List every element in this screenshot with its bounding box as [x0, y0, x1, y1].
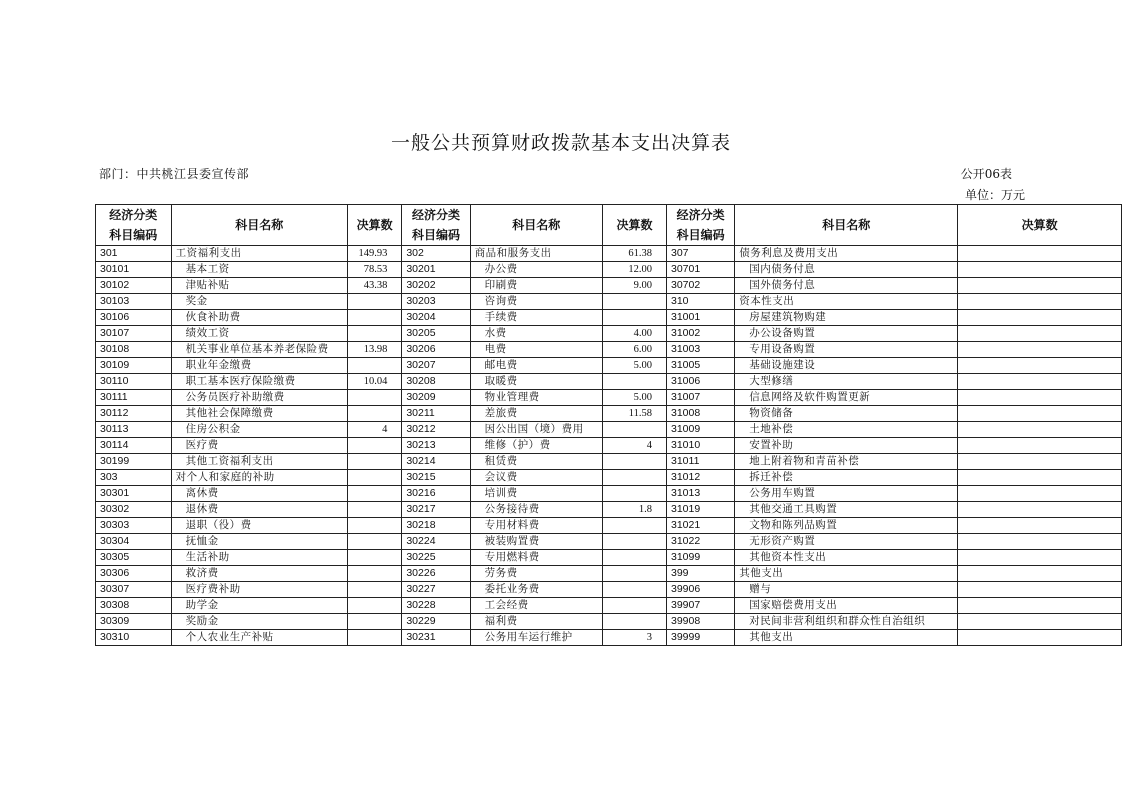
cell-name: 资本性支出	[735, 294, 958, 310]
cell-name: 水费	[470, 326, 602, 342]
cell-name: 专用设备购置	[735, 342, 958, 358]
cell-amount	[347, 438, 401, 454]
cell-amount: 1.8	[602, 502, 666, 518]
cell-name: 医疗费	[171, 438, 347, 454]
cell-name: 对民间非营利组织和群众性自治组织	[735, 614, 958, 630]
cell-name: 咨询费	[470, 294, 602, 310]
cell-amount	[602, 422, 666, 438]
cell-name: 住房公积金	[171, 422, 347, 438]
table-row	[96, 550, 1122, 566]
cell-name: 国家赔偿费用支出	[735, 598, 958, 614]
header-name-1: 科目名称	[171, 205, 347, 246]
cell-code: 30305	[96, 550, 172, 566]
cell-code: 30208	[402, 374, 470, 390]
cell-amount: 61.38	[602, 246, 666, 262]
cell-amount	[958, 422, 1122, 438]
cell-name: 电费	[470, 342, 602, 358]
cell-code: 30702	[667, 278, 735, 294]
cell-name: 退休费	[171, 502, 347, 518]
cell-name: 医疗费补助	[171, 582, 347, 598]
cell-name: 公务接待费	[470, 502, 602, 518]
cell-name: 差旅费	[470, 406, 602, 422]
cell-code: 301	[96, 246, 172, 262]
cell-amount	[347, 326, 401, 342]
cell-name: 办公费	[470, 262, 602, 278]
cell-amount: 3	[602, 630, 666, 646]
cell-name: 工会经费	[470, 598, 602, 614]
cell-name: 专用燃料费	[470, 550, 602, 566]
cell-amount	[958, 470, 1122, 486]
cell-amount	[602, 566, 666, 582]
cell-name: 物业管理费	[470, 390, 602, 406]
header-amount-3: 决算数	[958, 205, 1122, 246]
table-row	[96, 390, 1122, 406]
cell-code: 31019	[667, 502, 735, 518]
cell-name: 其他资本性支出	[735, 550, 958, 566]
cell-code: 30309	[96, 614, 172, 630]
cell-code: 30227	[402, 582, 470, 598]
cell-name: 救济费	[171, 566, 347, 582]
cell-code: 30214	[402, 454, 470, 470]
cell-code: 30215	[402, 470, 470, 486]
cell-code: 30204	[402, 310, 470, 326]
cell-amount	[347, 598, 401, 614]
cell-name: 基础设施建设	[735, 358, 958, 374]
cell-amount	[958, 502, 1122, 518]
cell-amount	[958, 566, 1122, 582]
cell-code: 31010	[667, 438, 735, 454]
table-row	[96, 486, 1122, 502]
cell-name: 赠与	[735, 582, 958, 598]
cell-code: 303	[96, 470, 172, 486]
cell-amount	[347, 294, 401, 310]
cell-name: 维修（护）费	[470, 438, 602, 454]
cell-amount	[602, 534, 666, 550]
cell-name: 退职（役）费	[171, 518, 347, 534]
cell-name: 奖金	[171, 294, 347, 310]
table-row	[96, 326, 1122, 342]
unit-label: 单位：万元	[964, 188, 1025, 202]
cell-code: 307	[667, 246, 735, 262]
cell-name: 文物和陈列品购置	[735, 518, 958, 534]
cell-code: 30224	[402, 534, 470, 550]
cell-code: 30231	[402, 630, 470, 646]
cell-code: 30302	[96, 502, 172, 518]
cell-amount	[602, 550, 666, 566]
cell-code: 30228	[402, 598, 470, 614]
table-row	[96, 278, 1122, 294]
cell-code: 30206	[402, 342, 470, 358]
cell-name: 房屋建筑物购建	[735, 310, 958, 326]
cell-amount: 4	[602, 438, 666, 454]
cell-code: 31005	[667, 358, 735, 374]
cell-code: 31006	[667, 374, 735, 390]
table-row	[96, 374, 1122, 390]
cell-name: 伙食补助费	[171, 310, 347, 326]
cell-amount: 5.00	[602, 390, 666, 406]
header-name-2: 科目名称	[470, 205, 602, 246]
cell-amount	[347, 582, 401, 598]
cell-amount	[602, 310, 666, 326]
cell-name: 其他社会保障缴费	[171, 406, 347, 422]
cell-name: 公务用车购置	[735, 486, 958, 502]
cell-code: 30213	[402, 438, 470, 454]
cell-amount	[958, 518, 1122, 534]
cell-amount	[347, 470, 401, 486]
cell-code: 30102	[96, 278, 172, 294]
cell-code: 30199	[96, 454, 172, 470]
cell-code: 30225	[402, 550, 470, 566]
cell-code: 31003	[667, 342, 735, 358]
cell-name: 因公出国（境）费用	[470, 422, 602, 438]
cell-amount	[347, 550, 401, 566]
header-code-3: 经济分类 科目编码	[667, 205, 735, 246]
cell-code: 30212	[402, 422, 470, 438]
cell-name: 其他支出	[735, 630, 958, 646]
cell-code: 31099	[667, 550, 735, 566]
cell-amount	[347, 518, 401, 534]
cell-amount: 6.00	[602, 342, 666, 358]
cell-code: 31009	[667, 422, 735, 438]
cell-code: 310	[667, 294, 735, 310]
cell-amount	[958, 390, 1122, 406]
table-row	[96, 614, 1122, 630]
cell-name: 个人农业生产补贴	[171, 630, 347, 646]
header-amount-1: 决算数	[347, 205, 401, 246]
cell-name: 基本工资	[171, 262, 347, 278]
cell-code: 30106	[96, 310, 172, 326]
cell-amount	[958, 614, 1122, 630]
cell-name: 办公设备购置	[735, 326, 958, 342]
cell-amount: 13.98	[347, 342, 401, 358]
cell-code: 30202	[402, 278, 470, 294]
table-row	[96, 246, 1122, 262]
cell-name: 生活补助	[171, 550, 347, 566]
cell-code: 39906	[667, 582, 735, 598]
cell-code: 30226	[402, 566, 470, 582]
table-row	[96, 518, 1122, 534]
cell-amount	[958, 438, 1122, 454]
cell-code: 30308	[96, 598, 172, 614]
cell-amount	[958, 582, 1122, 598]
cell-code: 31008	[667, 406, 735, 422]
form-number: 公开06表	[960, 167, 1012, 181]
cell-name: 国内债务付息	[735, 262, 958, 278]
cell-name: 安置补助	[735, 438, 958, 454]
cell-amount	[347, 358, 401, 374]
cell-name: 邮电费	[470, 358, 602, 374]
cell-name: 绩效工资	[171, 326, 347, 342]
cell-code: 30108	[96, 342, 172, 358]
cell-name: 劳务费	[470, 566, 602, 582]
cell-name: 津贴补贴	[171, 278, 347, 294]
table-row	[96, 534, 1122, 550]
cell-code: 31013	[667, 486, 735, 502]
cell-amount: 43.38	[347, 278, 401, 294]
cell-amount	[347, 310, 401, 326]
cell-amount: 78.53	[347, 262, 401, 278]
cell-amount: 4	[347, 422, 401, 438]
cell-amount	[958, 550, 1122, 566]
cell-code: 30209	[402, 390, 470, 406]
cell-amount	[958, 278, 1122, 294]
cell-amount	[958, 294, 1122, 310]
cell-name: 公务用车运行维护	[470, 630, 602, 646]
cell-code: 39908	[667, 614, 735, 630]
cell-code: 302	[402, 246, 470, 262]
cell-code: 30218	[402, 518, 470, 534]
cell-code: 31022	[667, 534, 735, 550]
cell-name: 机关事业单位基本养老保险费	[171, 342, 347, 358]
cell-name: 债务利息及费用支出	[735, 246, 958, 262]
cell-amount	[958, 246, 1122, 262]
cell-amount	[958, 262, 1122, 278]
cell-amount	[958, 406, 1122, 422]
cell-amount: 10.04	[347, 374, 401, 390]
cell-amount	[958, 310, 1122, 326]
cell-amount: 11.58	[602, 406, 666, 422]
cell-amount	[958, 374, 1122, 390]
table-row	[96, 406, 1122, 422]
cell-code: 30111	[96, 390, 172, 406]
cell-name: 手续费	[470, 310, 602, 326]
cell-amount	[347, 614, 401, 630]
cell-amount	[602, 454, 666, 470]
header-code-1: 经济分类 科目编码	[96, 205, 172, 246]
cell-code: 399	[667, 566, 735, 582]
cell-amount	[347, 566, 401, 582]
cell-amount	[958, 342, 1122, 358]
cell-code: 30701	[667, 262, 735, 278]
cell-code: 30107	[96, 326, 172, 342]
cell-amount	[347, 406, 401, 422]
cell-name: 信息网络及软件购置更新	[735, 390, 958, 406]
cell-name: 委托业务费	[470, 582, 602, 598]
cell-code: 39907	[667, 598, 735, 614]
cell-amount	[602, 486, 666, 502]
cell-amount	[602, 374, 666, 390]
cell-name: 商品和服务支出	[470, 246, 602, 262]
cell-name: 土地补偿	[735, 422, 958, 438]
cell-name: 奖励金	[171, 614, 347, 630]
header-amount-2: 决算数	[602, 205, 666, 246]
cell-name: 抚恤金	[171, 534, 347, 550]
cell-amount: 4.00	[602, 326, 666, 342]
table-row	[96, 470, 1122, 486]
cell-code: 39999	[667, 630, 735, 646]
cell-name: 专用材料费	[470, 518, 602, 534]
table-row	[96, 502, 1122, 518]
table-row	[96, 598, 1122, 614]
cell-name: 物资储备	[735, 406, 958, 422]
cell-amount	[958, 534, 1122, 550]
cell-name: 助学金	[171, 598, 347, 614]
cell-amount	[347, 454, 401, 470]
cell-name: 职工基本医疗保险缴费	[171, 374, 347, 390]
cell-code: 30229	[402, 614, 470, 630]
cell-code: 30310	[96, 630, 172, 646]
cell-amount	[958, 598, 1122, 614]
cell-name: 离休费	[171, 486, 347, 502]
table-row	[96, 262, 1122, 278]
cell-amount	[958, 630, 1122, 646]
table-row	[96, 422, 1122, 438]
cell-amount: 9.00	[602, 278, 666, 294]
cell-code: 30110	[96, 374, 172, 390]
table-row	[96, 294, 1122, 310]
table-row	[96, 438, 1122, 454]
cell-amount	[602, 294, 666, 310]
cell-name: 对个人和家庭的补助	[171, 470, 347, 486]
cell-name: 国外债务付息	[735, 278, 958, 294]
cell-name: 会议费	[470, 470, 602, 486]
cell-name: 地上附着物和青苗补偿	[735, 454, 958, 470]
cell-amount	[347, 390, 401, 406]
cell-amount	[347, 534, 401, 550]
cell-amount	[958, 486, 1122, 502]
cell-amount	[602, 598, 666, 614]
cell-code: 31002	[667, 326, 735, 342]
cell-code: 30101	[96, 262, 172, 278]
cell-amount	[602, 518, 666, 534]
cell-amount	[347, 486, 401, 502]
cell-name: 其他工资福利支出	[171, 454, 347, 470]
cell-code: 30203	[402, 294, 470, 310]
cell-name: 印刷费	[470, 278, 602, 294]
cell-amount	[958, 454, 1122, 470]
cell-code: 31012	[667, 470, 735, 486]
cell-name: 无形资产购置	[735, 534, 958, 550]
cell-code: 30103	[96, 294, 172, 310]
cell-code: 30301	[96, 486, 172, 502]
cell-code: 31011	[667, 454, 735, 470]
cell-code: 30205	[402, 326, 470, 342]
cell-amount: 12.00	[602, 262, 666, 278]
cell-code: 31007	[667, 390, 735, 406]
cell-code: 31021	[667, 518, 735, 534]
cell-amount	[958, 358, 1122, 374]
cell-code: 30303	[96, 518, 172, 534]
cell-name: 福利费	[470, 614, 602, 630]
cell-amount: 5.00	[602, 358, 666, 374]
cell-amount: 149.93	[347, 246, 401, 262]
cell-name: 工资福利支出	[171, 246, 347, 262]
table-row	[96, 454, 1122, 470]
cell-code: 31001	[667, 310, 735, 326]
cell-code: 30217	[402, 502, 470, 518]
cell-code: 30112	[96, 406, 172, 422]
table-row	[96, 566, 1122, 582]
cell-name: 取暖费	[470, 374, 602, 390]
cell-code: 30113	[96, 422, 172, 438]
cell-code: 30114	[96, 438, 172, 454]
table-row	[96, 310, 1122, 326]
table-header-row	[96, 205, 1122, 246]
cell-code: 30306	[96, 566, 172, 582]
cell-code: 30201	[402, 262, 470, 278]
department-label: 部门：中共桃江县委宣传部	[99, 167, 250, 181]
cell-code: 30207	[402, 358, 470, 374]
cell-name: 培训费	[470, 486, 602, 502]
cell-amount	[347, 502, 401, 518]
cell-name: 被装购置费	[470, 534, 602, 550]
page-title: 一般公共预算财政拨款基本支出决算表	[390, 132, 731, 154]
cell-amount	[602, 470, 666, 486]
cell-name: 其他支出	[735, 566, 958, 582]
cell-amount	[958, 326, 1122, 342]
cell-name: 其他交通工具购置	[735, 502, 958, 518]
table-row	[96, 630, 1122, 646]
cell-code: 30211	[402, 406, 470, 422]
table-row	[96, 582, 1122, 598]
expenditure-table	[95, 204, 1122, 646]
cell-amount	[347, 630, 401, 646]
cell-code: 30109	[96, 358, 172, 374]
cell-name: 拆迁补偿	[735, 470, 958, 486]
header-name-3: 科目名称	[735, 205, 958, 246]
cell-name: 职业年金缴费	[171, 358, 347, 374]
cell-code: 30307	[96, 582, 172, 598]
cell-amount	[602, 582, 666, 598]
header-code-2: 经济分类 科目编码	[402, 205, 470, 246]
table-row	[96, 358, 1122, 374]
cell-name: 租赁费	[470, 454, 602, 470]
cell-code: 30216	[402, 486, 470, 502]
cell-name: 公务员医疗补助缴费	[171, 390, 347, 406]
cell-amount	[602, 614, 666, 630]
cell-code: 30304	[96, 534, 172, 550]
table-row	[96, 342, 1122, 358]
cell-name: 大型修缮	[735, 374, 958, 390]
